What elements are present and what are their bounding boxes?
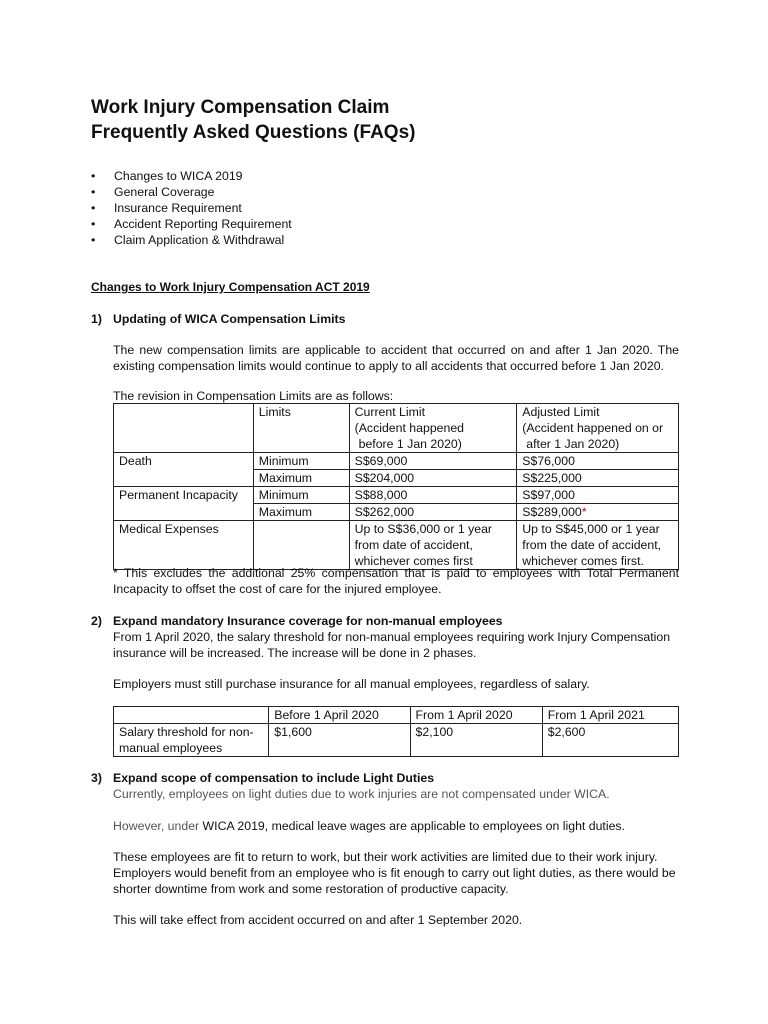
cell-line: whichever comes first: [354, 554, 473, 568]
item-2-paragraph: From 1 April 2020, the salary threshold for non-manual employees requiring work Injury Compensation insurance will be increased. The increase will be done in 2 phases.: [113, 630, 671, 660]
cell-medical-adjusted: [517, 521, 679, 570]
item-3-heading: [91, 770, 434, 786]
row-label-medical-expenses: Medical Expenses: [114, 521, 254, 570]
topic-item: • Insurance Requirement: [91, 200, 292, 216]
cell-line: whichever comes first.: [522, 554, 644, 568]
item-1-number: 1): [91, 312, 102, 326]
header-current-limit: [349, 404, 517, 453]
item-3-title: Expand scope of compensation to include Light Duties: [113, 771, 435, 785]
item-1-paragraph: The new compensation limits are applicable to accident that occurred on and after 1 Jan 2020. The existing compensation limits would continue to apply to all accidents that occurred before 1 Jan 2020.: [113, 343, 679, 373]
row-label-empty: [114, 470, 254, 487]
header-empty-cell: [114, 707, 269, 724]
topic-item: • General Coverage: [91, 184, 292, 200]
table-row: [114, 470, 679, 487]
item-2-title: Expand mandatory Insurance coverage for non-manual employees: [113, 614, 503, 628]
header-adjusted-limit: [517, 404, 679, 453]
cell-value-text: S$289,000: [522, 505, 582, 519]
table-header-row: [114, 707, 679, 724]
item-3-paragraph-4: This will take effect from accident occurred on and after 1 September 2020.: [113, 913, 523, 927]
topic-item: • Changes to WICA 2019: [91, 168, 292, 184]
item-2-number: 2): [91, 614, 102, 628]
cell-value: S$76,000: [517, 453, 679, 470]
asterisk-marker: *: [581, 505, 587, 519]
table-row: [114, 521, 679, 570]
topic-list: [91, 168, 292, 248]
cell-value: S$88,000: [349, 487, 517, 504]
cell-value: S$262,000: [349, 504, 517, 521]
item-2-heading: [91, 613, 503, 629]
cell-value: S$225,000: [517, 470, 679, 487]
cell-minimum: Minimum: [253, 487, 349, 504]
item-3-number: 3): [91, 771, 102, 785]
item-1-heading: [91, 311, 346, 327]
cell-minimum: Minimum: [253, 453, 349, 470]
cell-line: Salary threshold for non-: [119, 725, 254, 739]
salary-threshold-table: [113, 706, 679, 757]
cell-line: from date of accident,: [354, 538, 473, 552]
header-before-apr-2020: Before 1 April 2020: [269, 707, 410, 724]
header-from-apr-2020: From 1 April 2020: [410, 707, 542, 724]
header-current-line: (Accident happened: [354, 421, 465, 435]
table-row: [114, 487, 679, 504]
cell-line: Up to S$36,000 or 1 year: [354, 522, 493, 536]
table-row: [114, 724, 679, 757]
cell-value: $2,600: [542, 724, 678, 757]
header-current-line: before 1 Jan 2020): [358, 437, 462, 451]
cell-maximum: Maximum: [253, 504, 349, 521]
item-1-table-intro: The revision in Compensation Limits are as follows:: [113, 389, 394, 403]
table-row: [114, 453, 679, 470]
cell-value: $1,600: [269, 724, 410, 757]
item-3-paragraph: Currently, employees on light duties due to work injuries are not compensated under WICA.: [113, 787, 610, 801]
cell-line: from the date of accident,: [522, 538, 662, 552]
paragraph-rest: WICA 2019, medical leave wages are applicable to employees on light duties.: [202, 819, 625, 833]
topic-item: • Accident Reporting Requirement: [91, 216, 292, 232]
section-heading: Changes to Work Injury Compensation ACT 2019: [91, 280, 370, 294]
row-label-salary-threshold: [114, 724, 269, 757]
page-title: [91, 95, 415, 145]
cell-empty: [253, 521, 349, 570]
paragraph-lead: However, under: [113, 819, 203, 833]
topic-item: • Claim Application & Withdrawal: [91, 232, 292, 248]
cell-value: [517, 504, 679, 521]
cell-value: S$204,000: [349, 470, 517, 487]
row-label-permanent-incapacity: Permanent Incapacity: [114, 487, 254, 504]
header-adjusted-line: (Accident happened on or: [522, 421, 664, 435]
cell-line: manual employees: [119, 741, 223, 755]
item-3-paragraph-2: [113, 818, 679, 834]
header-adjusted-line: after 1 Jan 2020): [526, 437, 620, 451]
table-row: [114, 504, 679, 521]
header-current-line: Current Limit: [354, 405, 426, 419]
item-1-footnote: * This excludes the additional 25% compensation that is paid to employees with Total Permanent Incapacity to offset the cost of care for the injured employee.: [113, 566, 679, 596]
cell-value: S$97,000: [517, 487, 679, 504]
cell-value: $2,100: [410, 724, 542, 757]
cell-line: Up to S$45,000 or 1 year: [522, 522, 660, 536]
row-label-death: Death: [114, 453, 254, 470]
title-line-1: Work Injury Compensation Claim: [91, 97, 390, 118]
title-line-2: Frequently Asked Questions (FAQs): [91, 122, 416, 143]
cell-value: S$69,000: [349, 453, 517, 470]
header-empty-cell: [114, 404, 254, 453]
table-header-row: [114, 404, 679, 453]
row-label-empty: [114, 504, 254, 521]
header-from-apr-2021: From 1 April 2021: [542, 707, 678, 724]
header-adjusted-line: Adjusted Limit: [522, 405, 600, 419]
header-limits: Limits: [253, 404, 349, 453]
item-2-paragraph-2: Employers must still purchase insurance for all manual employees, regardless of salary.: [113, 677, 590, 691]
item-1-title: Updating of WICA Compensation Limits: [113, 312, 346, 326]
cell-maximum: Maximum: [253, 470, 349, 487]
item-3-paragraph-3: These employees are fit to return to work, but their work activities are limited due to their work injury. Employers would benefit from an employee who is fit enough to carry out light duties, as there would be shorter downtime from work and some restoration of productive capacity.: [113, 850, 676, 896]
compensation-limits-table: [113, 403, 679, 570]
cell-medical-current: [349, 521, 517, 570]
